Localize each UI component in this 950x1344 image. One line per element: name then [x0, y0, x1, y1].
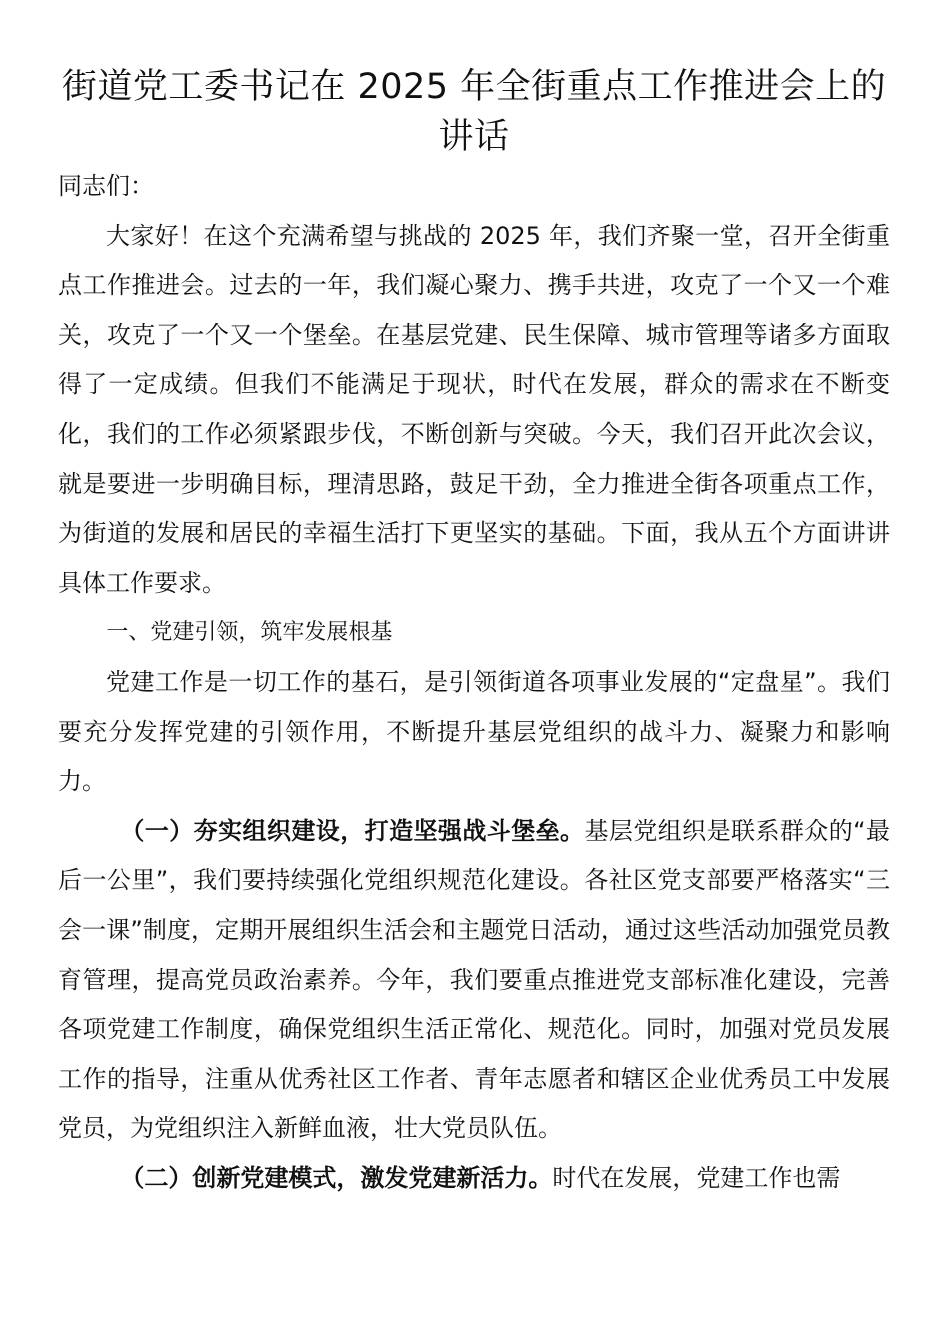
subsection-2-paragraph [58, 1154, 890, 1204]
subsection-1-paragraph [58, 807, 890, 1154]
document-page [58, 62, 890, 1203]
subsection-2-body: 时代在发展，党建工作也需 [552, 1163, 841, 1192]
subsection-2-lead: （二）创新党建模式，激发党建新活力。 [120, 1163, 553, 1192]
intro-paragraph: 大家好！在这个充满希望与挑战的 2025 年，我们齐聚一堂，召开全街重点工作推进会。过去的一年，我们凝心聚力、携手共进，攻克了一个又一个难关，攻克了一个又一个堡垒。在基层党建、民生保障、城市管理等诸多方面取得了一定成绩。但我们不能满足于现状，时代在发展，群众的需求在不断变化，我们的工作必须紧跟步伐，不断创新与突破。今天，我们召开此次会议，就是要进一步明确目标，理清思路，鼓足干劲，全力推进全街各项重点工作，为街道的发展和居民的幸福生活打下更坚实的基础。下面，我从五个方面讲讲具体工作要求。 [58, 221, 890, 597]
section-1-intro: 党建工作是一切工作的基石，是引领街道各项事业发展的“定盘星”。我们要充分发挥党建的引领作用，不断提升基层党组织的战斗力、凝聚力和影响力。 [58, 667, 890, 796]
salutation: 同志们： [58, 172, 154, 200]
subsection-1-body: 基层党组织是联系群众的“最后一公里”，我们要持续强化党组织规范化建设。各社区党支部要严格落实“三会一课”制度，定期开展组织生活会和主题党日活动，通过这些活动加强党员教育管理，提高党员政治素养。今年，我们要重点推进党支部标准化建设，完善各项党建工作制度，确保党组织生活正常化、规范化。同时，加强对党员发展工作的指导，注重从优秀社区工作者、青年志愿者和辖区企业优秀员工中发展党员，为党组织注入新鲜血液，壮大党员队伍。 [58, 816, 891, 1143]
title-line-1: 街道党工委书记在 2025 年全街重点工作推进会上的 [61, 67, 887, 107]
document-title [58, 62, 890, 162]
title-line-2: 讲话 [438, 117, 510, 157]
subsection-1-lead: （一）夯实组织建设，打造坚强战斗堡垒。 [120, 816, 585, 845]
section-1-heading: 一、党建引领，筑牢发展根基 [106, 620, 393, 646]
